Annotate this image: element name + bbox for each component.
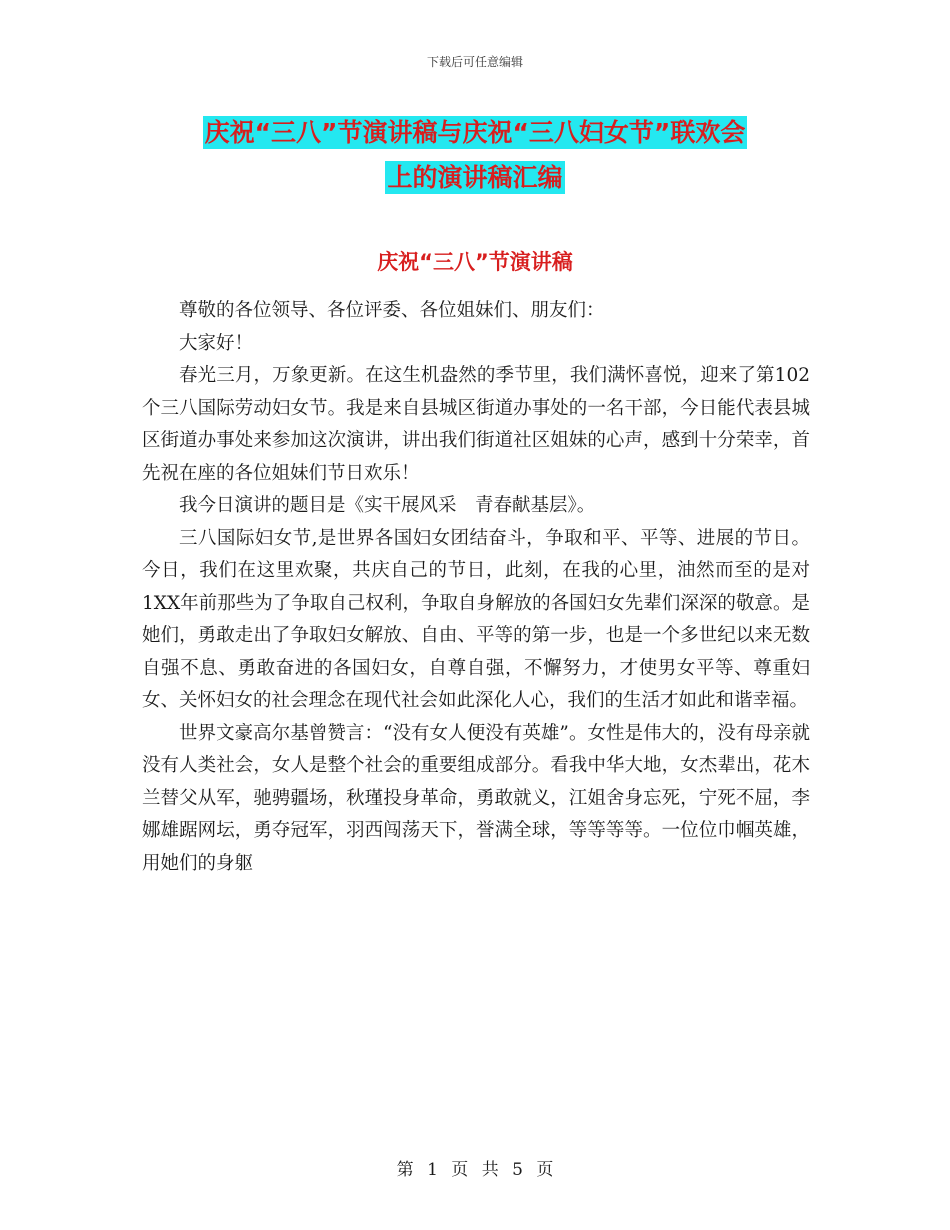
paragraph: 我今日演讲的题目是《实干展风采 青春献基层》。 [179,495,596,516]
title-line-2: 上的演讲稿汇编 [387,163,563,192]
footer-total-pages: 5 [512,1160,523,1180]
title-line-1: 庆祝“三八”节演讲稿与庆祝“三八妇女节”联欢会 [204,118,746,147]
document-title [120,110,830,200]
body-text [142,295,810,880]
header-note: 下载后可任意编辑 [426,55,523,69]
footer-page-number: 1 [427,1160,438,1180]
paragraph-greeting: 大家好！ [179,332,254,354]
footer-label-page-unit: 页 [451,1160,469,1180]
section-title: 庆祝“三八”节演讲稿 [377,250,573,274]
footer-label-page: 第 [396,1160,414,1180]
page-footer [0,1155,950,1180]
paragraph: 春光三月，万象更新。在这生机盎然的季节里，我们满怀喜悦，迎来了第102个三八国际劳动妇女节。我是来自县城区街道办事处的一名干部，今日能代表县城区街道办事处来参加这次演讲，讲出我们街道社区姐妹的心声，感到十分荣幸，首先祝在座的各位姐妹们节日欢乐！ [142,365,810,484]
footer-label-total-unit: 页 [536,1160,554,1180]
paragraph: 三八国际妇女节,是世界各国妇女团结奋斗，争取和平、平等、进展的节日。今日，我们在这里欢聚，共庆自己的节日，此刻，在我的心里，油然而至的是对1XX年前那些为了争取自己权利，争取自身解放的各国妇女先辈们深深的敬意。是她们，勇敢走出了争取妇女解放、自由、平等的第一步，也是一个多世纪以来无数自强不息、勇敢奋进的各国妇女，自尊自强，不懈努力，才使男女平等、尊重妇女、关怀妇女的社会理念在现代社会如此深化人心，我们的生活才如此和谐幸福。 [142,527,810,711]
paragraph-salutation: 尊敬的各位领导、各位评委、各位姐妹们、朋友们： [179,300,605,321]
footer-label-total: 共 [481,1160,499,1180]
paragraph: 世界文豪高尔基曾赞言：“没有女人便没有英雄”。女性是伟大的，没有母亲就没有人类社会，女人是整个社会的重要组成部分。看我中华大地，女杰辈出，花木兰替父从军，驰骋疆场，秋瑾投身革命，勇敢就义，江姐舍身忘死，宁死不屈，李娜雄踞网坛，勇夺冠军，羽西闯荡天下，誉满全球，等等等等。一位位巾帼英雄，用她们的身躯 [142,722,810,874]
